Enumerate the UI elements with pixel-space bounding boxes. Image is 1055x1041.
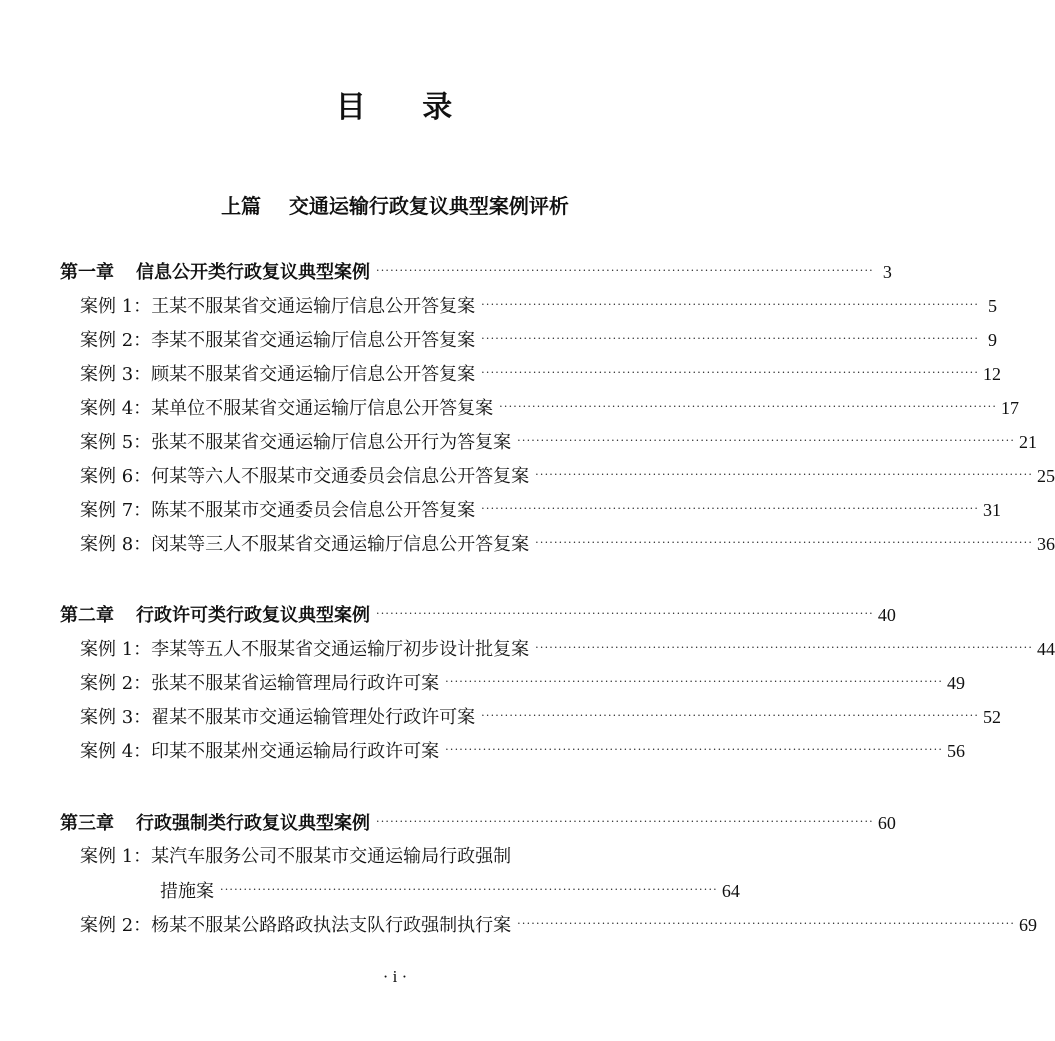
chapter-title: 行政许可类行政复议典型案例 bbox=[136, 605, 370, 626]
page-title: 目 录 bbox=[335, 90, 455, 125]
case-title-continuation: 措施案 bbox=[160, 881, 214, 902]
dot-leader: ·········································································································· bbox=[481, 709, 980, 722]
dot-leader: ·········································································································· bbox=[517, 434, 1016, 447]
toc-case[interactable] bbox=[80, 670, 966, 699]
toc-case[interactable] bbox=[80, 293, 998, 322]
case-title: 案例 1：王某不服某省交通运输厅信息公开答复案 bbox=[80, 296, 476, 317]
case-title: 案例 1：某汽车服务公司不服某市交通运输局行政强制 bbox=[80, 846, 512, 867]
case-title: 案例 2：杨某不服某公路路政执法支队行政强制执行案 bbox=[80, 915, 512, 936]
dot-leader: ·········································································································· bbox=[220, 883, 718, 896]
toc-case[interactable] bbox=[80, 327, 998, 356]
page-number: 5 bbox=[988, 296, 998, 316]
page-number: 25 bbox=[1037, 466, 1055, 486]
toc-case[interactable] bbox=[80, 531, 1055, 560]
case-title: 案例 3：顾某不服某省交通运输厅信息公开答复案 bbox=[80, 364, 476, 385]
dot-leader: ·········································································································· bbox=[376, 607, 874, 620]
page-number: 12 bbox=[983, 364, 1002, 384]
page-number: 56 bbox=[947, 741, 966, 761]
case-title: 案例 2：李某不服某省交通运输厅信息公开答复案 bbox=[80, 330, 476, 351]
toc-case[interactable] bbox=[80, 463, 1055, 492]
toc-case[interactable] bbox=[80, 912, 1038, 941]
case-title: 案例 4：印某不服某州交通运输局行政许可案 bbox=[80, 741, 440, 762]
toc-case[interactable] bbox=[80, 844, 724, 870]
dot-leader: ·········································································································· bbox=[481, 502, 980, 515]
page-number: 17 bbox=[1001, 398, 1020, 418]
case-title: 案例 8：闵某等三人不服某省交通运输厅信息公开答复案 bbox=[80, 534, 530, 555]
toc-case[interactable] bbox=[80, 738, 966, 767]
page-number: 36 bbox=[1037, 534, 1055, 554]
toc-case[interactable] bbox=[80, 636, 1055, 665]
chapter-number: 第一章 bbox=[60, 262, 114, 283]
toc-case[interactable] bbox=[80, 429, 1038, 458]
dot-leader: ·········································································································· bbox=[481, 366, 980, 379]
case-title: 案例 5：张某不服某省交通运输厅信息公开行为答复案 bbox=[80, 432, 512, 453]
page-folio: · i · bbox=[382, 967, 408, 986]
page-number: 40 bbox=[877, 605, 896, 625]
part-title: 上篇 交通运输行政复议典型案例评析 bbox=[221, 194, 569, 218]
page-number: 49 bbox=[947, 673, 966, 693]
page-number: 64 bbox=[721, 881, 740, 901]
dot-leader: ·········································································································· bbox=[535, 468, 1034, 481]
page-number: 44 bbox=[1037, 639, 1055, 659]
chapter-title: 信息公开类行政复议典型案例 bbox=[136, 262, 370, 283]
page-number: 31 bbox=[983, 500, 1002, 520]
toc-chapter-3[interactable] bbox=[60, 810, 896, 839]
page-number: 60 bbox=[877, 813, 896, 833]
toc-case[interactable] bbox=[80, 704, 1002, 733]
toc-case-continuation[interactable] bbox=[160, 878, 740, 907]
page-number: 69 bbox=[1019, 915, 1038, 935]
toc-case[interactable] bbox=[80, 361, 1002, 390]
page-number: 52 bbox=[983, 707, 1002, 727]
toc-chapter-2[interactable] bbox=[60, 602, 896, 631]
chapter-number: 第三章 bbox=[60, 813, 114, 834]
dot-leader: ·········································································································· bbox=[445, 743, 944, 756]
case-title: 案例 6：何某等六人不服某市交通委员会信息公开答复案 bbox=[80, 466, 530, 487]
dot-leader: ·········································································································· bbox=[535, 536, 1034, 549]
page-number: 21 bbox=[1019, 432, 1038, 452]
case-title: 案例 1：李某等五人不服某省交通运输厅初步设计批复案 bbox=[80, 639, 530, 660]
dot-leader: ·········································································································· bbox=[535, 641, 1034, 654]
toc-chapter-1[interactable] bbox=[60, 259, 892, 288]
page-number: 3 bbox=[882, 262, 892, 282]
toc-case[interactable] bbox=[80, 497, 1002, 526]
case-title: 案例 4：某单位不服某省交通运输厅信息公开答复案 bbox=[80, 398, 494, 419]
dot-leader: ·········································································································· bbox=[376, 815, 874, 828]
dot-leader: ·········································································································· bbox=[445, 675, 944, 688]
dot-leader: ·········································································································· bbox=[499, 400, 998, 413]
page-number: 9 bbox=[988, 330, 998, 350]
toc-case[interactable] bbox=[80, 395, 1020, 424]
dot-leader: ·········································································································· bbox=[517, 917, 1016, 930]
chapter-number: 第二章 bbox=[60, 605, 114, 626]
case-title: 案例 3：翟某不服某市交通运输管理处行政许可案 bbox=[80, 707, 476, 728]
dot-leader: ·········································································································· bbox=[481, 332, 980, 345]
dot-leader: ·········································································································· bbox=[481, 298, 980, 311]
dot-leader: ·········································································································· bbox=[376, 264, 874, 277]
case-title: 案例 7：陈某不服某市交通委员会信息公开答复案 bbox=[80, 500, 476, 521]
chapter-title: 行政强制类行政复议典型案例 bbox=[136, 813, 370, 834]
case-title: 案例 2：张某不服某省运输管理局行政许可案 bbox=[80, 673, 440, 694]
